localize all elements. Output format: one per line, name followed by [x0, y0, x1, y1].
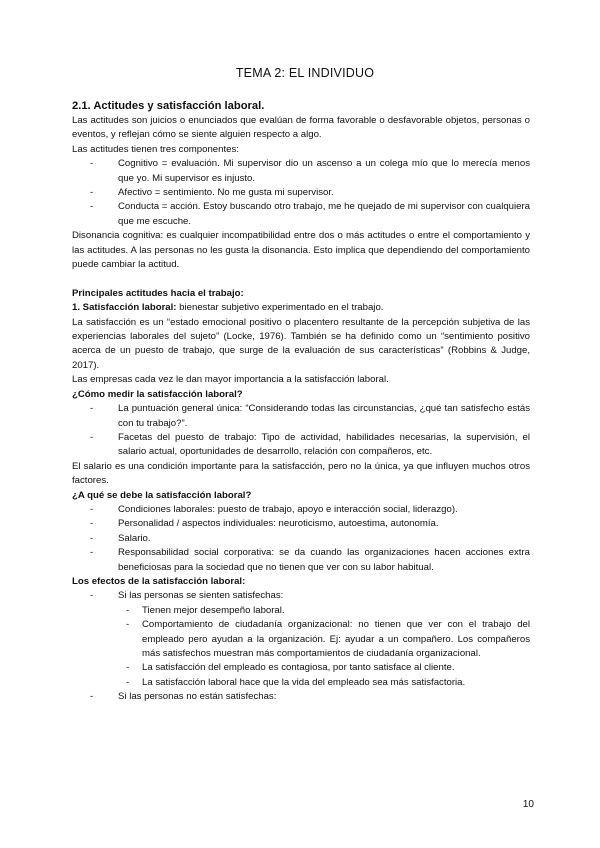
components-list [72, 157, 530, 229]
page-number: 10 [522, 799, 534, 810]
importance-paragraph: Las empresas cada vez le dan mayor importancia a la satisfacción laboral. [72, 374, 389, 386]
attitudes-definition: Las actitudes son juicios o enunciados que evalúan de forma favorable o desfavorable objetos, personas o eventos, y reflejan cómo se siente alguien respecto a algo. [72, 115, 530, 141]
list-item: - Si las personas no están satisfechas: [72, 690, 530, 704]
list-item: - Cognitivo = evaluación. Mi supervisor dio un ascenso a un colega mío que lo merecía menos que yo. Mi supervisor es injusto. [72, 157, 530, 186]
list-item: - Responsabilidad social corporativa: se da cuando las organizaciones hacen acciones extra beneficiosas para la sociedad que no tienen que ver con su labor habitual. [72, 546, 530, 575]
list-item: - Comportamiento de ciudadanía organizacional: no tienen que ver con el trabajo del empleado pero ayudan a la organización. Ej: ayudar a un compañero. Los compañeros más satisfechos muestran más comportamientos de ciudadanía organizacional. [72, 618, 530, 661]
list-item: - Facetas del puesto de trabajo: Tipo de actividad, habilidades necesarias, la supervisión, el salario actual, oportunidades de desarrollo, relación con compañeros, etc. [72, 431, 530, 460]
document-page [72, 66, 530, 705]
causes-heading: ¿A qué se debe la satisfacción laboral? [72, 489, 252, 501]
job-satisfaction-label: 1. Satisfacción laboral: [72, 302, 177, 314]
work-attitudes-heading: Principales actitudes hacia el trabajo: [72, 287, 244, 299]
list-item: - La satisfacción laboral hace que la vida del empleado sea más satisfactoria. [72, 676, 530, 690]
salary-paragraph: El salario es una condición importante para la satisfacción, pero no la única, ya que influyen muchos otros factores. [72, 460, 530, 487]
effects-list [72, 589, 530, 704]
measure-list [72, 402, 530, 460]
satisfied-effects-list [118, 604, 530, 690]
list-item: - Salario. [72, 532, 530, 546]
effects-heading: Los efectos de la satisfacción laboral: [72, 575, 246, 587]
cognitive-dissonance-paragraph: Disonancia cognitiva: es cualquier incompatibilidad entre dos o más actitudes o entre el comportamiento y las actitudes. A las personas no les gusta la disonancia. Esto implica que dependiendo del comportamiento puede cambiar la actitud. [72, 230, 530, 271]
list-item: - La satisfacción del empleado es contagiosa, por tanto satisface al cliente. [72, 661, 530, 675]
components-intro: Las actitudes tienen tres componentes: [72, 143, 239, 155]
list-item: - Tienen mejor desempeño laboral. [72, 604, 530, 618]
satisfied-label: Si las personas se sienten satisfechas: [118, 590, 284, 602]
list-item: - Afectivo = sentimiento. No me gusta mi supervisor. [72, 186, 530, 200]
satisfaction-definition: La satisfacción es un “estado emocional positivo o placentero resultante de la percepción subjetiva de las experiencias laborales del sujeto” (Locke, 1976). También se ha definido como un “sentimiento positivo acerca de un puesto de trabajo, que surge de la evaluación de sus características” (Robbins & Judge, 2017). [72, 316, 530, 371]
causes-list [72, 503, 530, 575]
list-item: - Condiciones laborales: puesto de trabajo, apoyo e interacción social, liderazgo). [72, 503, 530, 517]
list-item: - La puntuación general única: “Considerando todas las circunstancias, ¿qué tan satisfecho estás con tu trabajo?”. [72, 402, 530, 431]
list-item [72, 589, 530, 690]
measure-heading: ¿Cómo medir la satisfacción laboral? [72, 388, 243, 400]
section-heading: 2.1. Actitudes y satisfacción laboral. [72, 100, 265, 112]
list-item: - Personalidad / aspectos individuales: neuroticismo, autoestima, autonomía. [72, 517, 530, 531]
page-title: TEMA 2: EL INDIVIDUO [235, 66, 375, 80]
job-satisfaction-item [72, 301, 530, 315]
job-satisfaction-text: bienestar subjetivo experimentado en el trabajo. [176, 302, 384, 314]
list-item: - Conducta = acción. Estoy buscando otro trabajo, me he quejado de mi supervisor con cualquiera que me escuche. [72, 200, 530, 229]
